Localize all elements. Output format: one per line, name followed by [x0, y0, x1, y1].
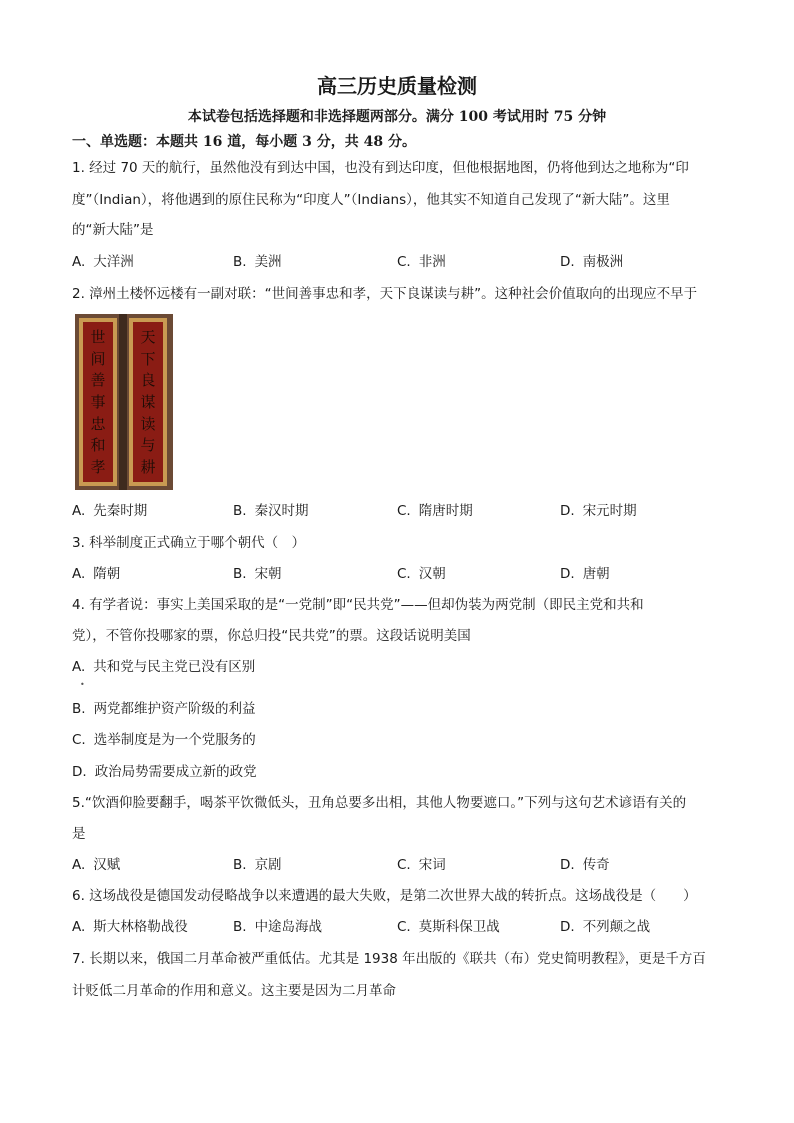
couplet-char: 间 — [90, 349, 106, 368]
stray-dot: • — [80, 680, 85, 689]
couplet-char: 良 — [140, 371, 156, 390]
question-6-option-c[interactable]: C. 莫斯科保卫战 — [397, 919, 500, 935]
question-4-line-1: 4. 有学者说：事实上美国采取的是“一党制”即“民共党”——但却伪装为两党制（即民主党和共和 — [72, 597, 644, 613]
question-2-option-a[interactable]: A. 先秦时期 — [72, 503, 148, 519]
question-1-line-1: 1. 经过 70 天的航行，虽然他没有到达中国，也没有到达印度，但他根据地图，仍将他到达之地称为“印 — [72, 160, 689, 176]
question-3-option-c[interactable]: C. 汉朝 — [397, 566, 446, 582]
question-4-option-c[interactable]: C. 选举制度是为一个党服务的 — [72, 732, 256, 748]
couplet-board-left — [79, 318, 117, 486]
section-heading: 一、单选题：本题共 16 道，每小题 3 分，共 48 分。 — [72, 134, 416, 150]
couplet-char: 孝 — [90, 458, 106, 477]
couplet-char: 读 — [140, 414, 156, 433]
question-4-option-a[interactable]: A. 共和党与民主党已没有区别 — [72, 659, 256, 675]
couplet-char: 天 — [140, 327, 156, 346]
page-title: 高三历史质量检测 — [317, 74, 477, 98]
question-6-option-b[interactable]: B. 中途岛海战 — [233, 919, 323, 935]
couplet-char: 世 — [90, 327, 106, 346]
question-2-option-b[interactable]: B. 秦汉时期 — [233, 503, 309, 519]
question-4-option-d[interactable]: D. 政治局势需要成立新的政党 — [72, 764, 257, 780]
couplet-char: 谋 — [140, 392, 156, 411]
question-5-line-2: 是 — [72, 826, 86, 842]
question-1-option-a[interactable]: A. 大洋洲 — [72, 254, 134, 270]
question-5-option-c[interactable]: C. 宋词 — [397, 857, 446, 873]
question-2-option-d[interactable]: D. 宋元时期 — [560, 503, 637, 519]
couplet-photo — [75, 314, 173, 490]
exam-instructions: 本试卷包括选择题和非选择题两部分。满分 100 考试用时 75 分钟 — [187, 109, 607, 125]
question-3-option-d[interactable]: D. 唐朝 — [560, 566, 610, 582]
question-6-option-a[interactable]: A. 斯大林格勒战役 — [72, 919, 188, 935]
couplet-board-right — [129, 318, 167, 486]
question-3-option-b[interactable]: B. 宋朝 — [233, 566, 282, 582]
question-3-option-a[interactable]: A. 隋朝 — [72, 566, 121, 582]
question-1-option-b[interactable]: B. 美洲 — [233, 254, 282, 270]
question-7-line-1: 7. 长期以来，俄国二月革命被严重低估。尤其是 1938 年出版的《联共（布）党史简明教程》，更是千方百 — [72, 951, 706, 967]
question-6-line-1: 6. 这场战役是德国发动侵略战争以来遭遇的最大失败，是第二次世界大战的转折点。这场战役是（ ） — [72, 888, 697, 904]
couplet-char: 忠 — [90, 414, 106, 433]
question-4-option-b[interactable]: B. 两党都维护资产阶级的利益 — [72, 701, 256, 717]
couplet-char: 与 — [140, 436, 156, 455]
question-5-line-1: 5.“饮酒仰脸要翻手，喝茶平饮微低头，丑角总要多出相，其他人物要遮口。”下列与这句艺术谚语有关的 — [72, 795, 687, 811]
question-1-option-d[interactable]: D. 南极洲 — [560, 254, 624, 270]
couplet-char: 和 — [90, 436, 106, 455]
question-5-option-d[interactable]: D. 传奇 — [560, 857, 610, 873]
question-2-option-c[interactable]: C. 隋唐时期 — [397, 503, 473, 519]
question-2-line-1: 2. 漳州土楼怀远楼有一副对联：“世间善事忠和孝，天下良谋读与耕”。这种社会价值取向的出现应不早于 — [72, 286, 698, 302]
question-4-line-2: 党），不管你投哪家的票，你总归投“民共党”的票。这段话说明美国 — [72, 628, 471, 644]
photo-frame-rail — [119, 314, 127, 490]
question-6-option-d[interactable]: D. 不列颠之战 — [560, 919, 651, 935]
couplet-char: 下 — [140, 349, 156, 368]
question-5-option-b[interactable]: B. 京剧 — [233, 857, 282, 873]
question-1-line-2: 度”（Indian），将他遇到的原住民称为“印度人”（Indians），他其实不知道自己发现了“新大陆”。这里 — [72, 192, 670, 208]
question-1-line-3: 的“新大陆”是 — [72, 222, 154, 238]
couplet-char: 事 — [90, 392, 106, 411]
question-1-option-c[interactable]: C. 非洲 — [397, 254, 446, 270]
couplet-char: 耕 — [140, 458, 156, 477]
question-5-option-a[interactable]: A. 汉赋 — [72, 857, 121, 873]
couplet-char: 善 — [90, 371, 106, 390]
question-3-line-1: 3. 科举制度正式确立于哪个朝代（ ） — [72, 535, 306, 551]
question-7-line-2: 计贬低二月革命的作用和意义。这主要是因为二月革命 — [72, 983, 396, 999]
